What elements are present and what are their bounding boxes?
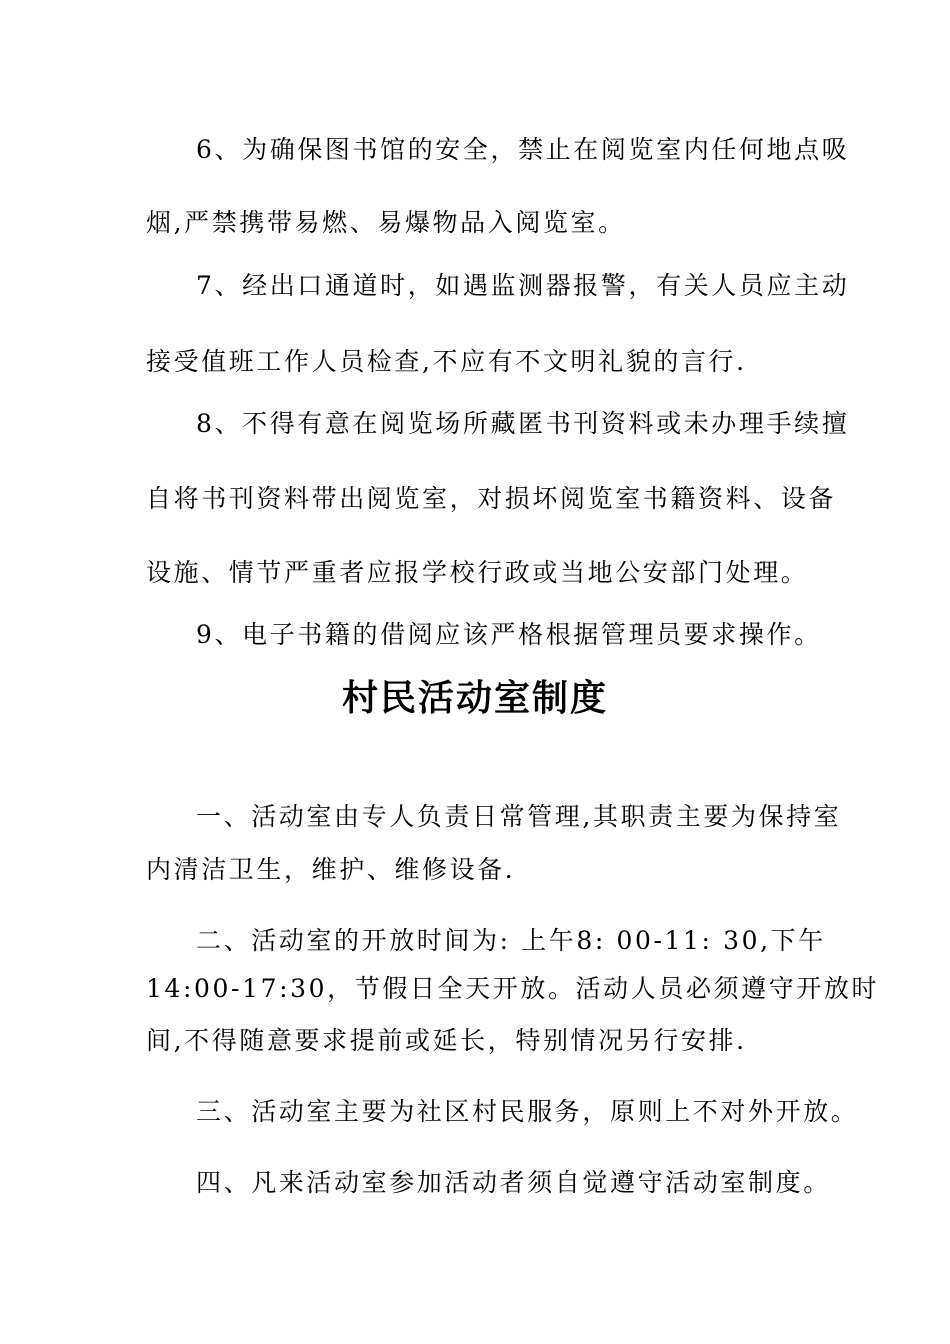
rule-two-line-1: 二、活动室的开放时间为: 上午8: 00-11: 30,下午: [196, 926, 826, 955]
rule-6-line-1: 6、为确保图书馆的安全，禁止在阅览室内任何地点吸: [196, 135, 850, 164]
rule-6-line-2: 烟,严禁携带易燃、易爆物品入阅览室。: [146, 208, 626, 237]
rule-four-line-1: 四、凡来活动室参加活动者须自觉遵守活动室制度。: [196, 1168, 831, 1197]
section-title: 村民活动室制度: [341, 678, 608, 719]
rule-three-line-1: 三、活动室主要为社区村民服务，原则上不对外开放。: [196, 1097, 859, 1126]
rule-7-line-2: 接受值班工作人员检查,不应有不文明礼貌的言行.: [146, 347, 747, 376]
rule-one-line-1: 一、活动室由专人负责日常管理,其职责主要为保持室: [196, 802, 842, 831]
rule-8-line-1: 8、不得有意在阅览场所藏匿书刊资料或未办理手续擅: [196, 409, 850, 438]
rule-8-line-2: 自将书刊资料带出阅览室，对损坏阅览室书籍资料、设备: [146, 484, 837, 513]
rule-one-line-2: 内清洁卫生，维护、维修设备.: [146, 855, 516, 884]
rule-8-line-3: 设施、情节严重者应报学校行政或当地公安部门处理。: [146, 558, 809, 587]
rule-7-line-1: 7、经出口通道时，如遇监测器报警，有关人员应主动: [196, 271, 850, 300]
rule-9-line-1: 9、电子书籍的借阅应该严格根据管理员要求操作。: [196, 620, 822, 649]
rule-two-line-2: 14:00-17:30，节假日全天开放。活动人员必须遵守开放时: [146, 974, 880, 1003]
rule-two-line-3: 间,不得随意要求提前或延长，特别情况另行安排.: [146, 1026, 747, 1055]
